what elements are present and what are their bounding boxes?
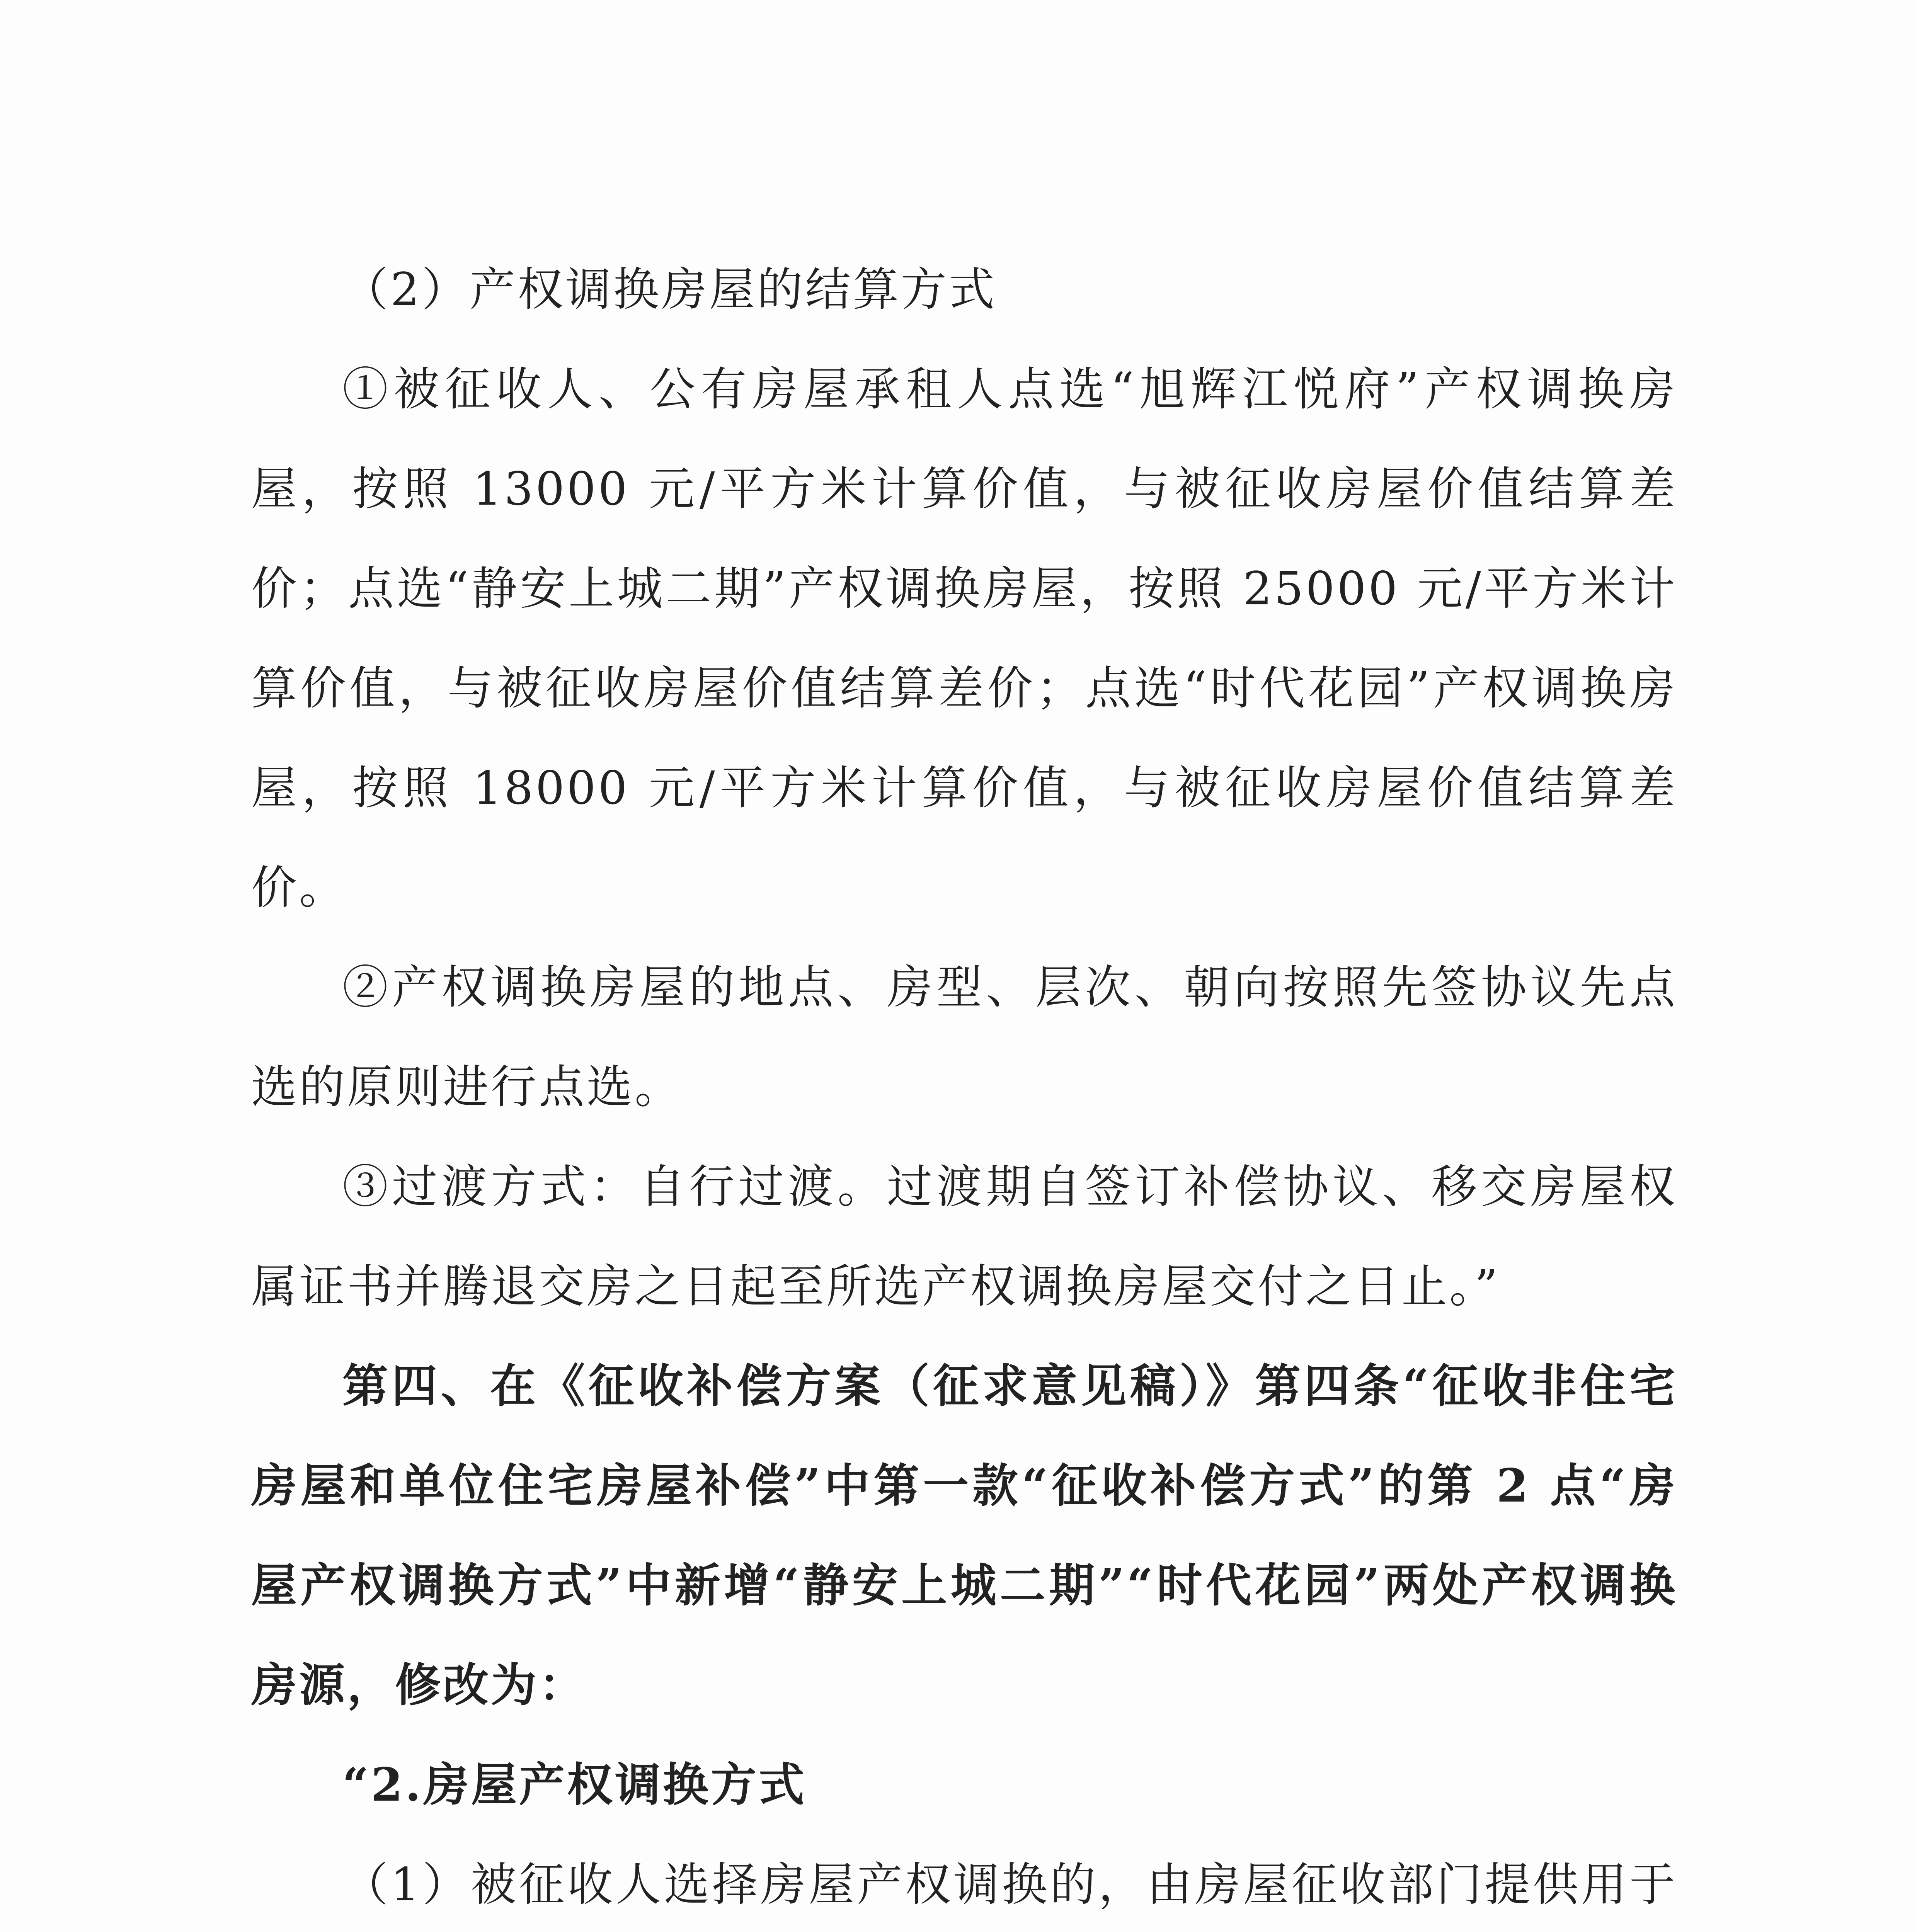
section-heading-settlement: （2）产权调换房屋的结算方式 [342, 263, 997, 316]
document-body [251, 240, 1677, 1932]
paragraph-exchange-details: （1）被征收人选择房屋产权调换的，由房屋征收部门提供用于 [342, 1858, 1677, 1911]
paragraph-amendment-fourth: 第四、在《征收补偿方案（征求意见稿）》第四条“征收非住宅房屋和单位住宅房屋补偿”中第一款“征收补偿方式”的第 2 点“房屋产权调换方式”中新增“静安上城二期”“时代花园”两处产权调换房源，修改为： [251, 1359, 1677, 1712]
paragraph-selection-principle: ②产权调换房屋的地点、房型、层次、朝向按照先签协议先点选的原则进行点选。 [251, 961, 1677, 1114]
section-heading-exchange-method: “2.房屋产权调换方式 [342, 1758, 807, 1811]
paragraph-transition-method: ③过渡方式：自行过渡。过渡期自签订补偿协议、移交房屋权属证书并腾退交房之日起至所选产权调换房屋交付之日止。” [251, 1160, 1677, 1313]
paragraph-settlement-prices: ①被征收人、公有房屋承租人点选“旭辉江悦府”产权调换房屋，按照 13000 元/平方米计算价值，与被征收房屋价值结算差价；点选“静安上城二期”产权调换房屋，按照 25000 元/平方米计算价值，与被征收房屋价值结算差价；点选“时代花园”产权调换房屋，按照 18000 元/平方米计算价值，与被征收房屋价值结算差价。 [251, 362, 1677, 914]
